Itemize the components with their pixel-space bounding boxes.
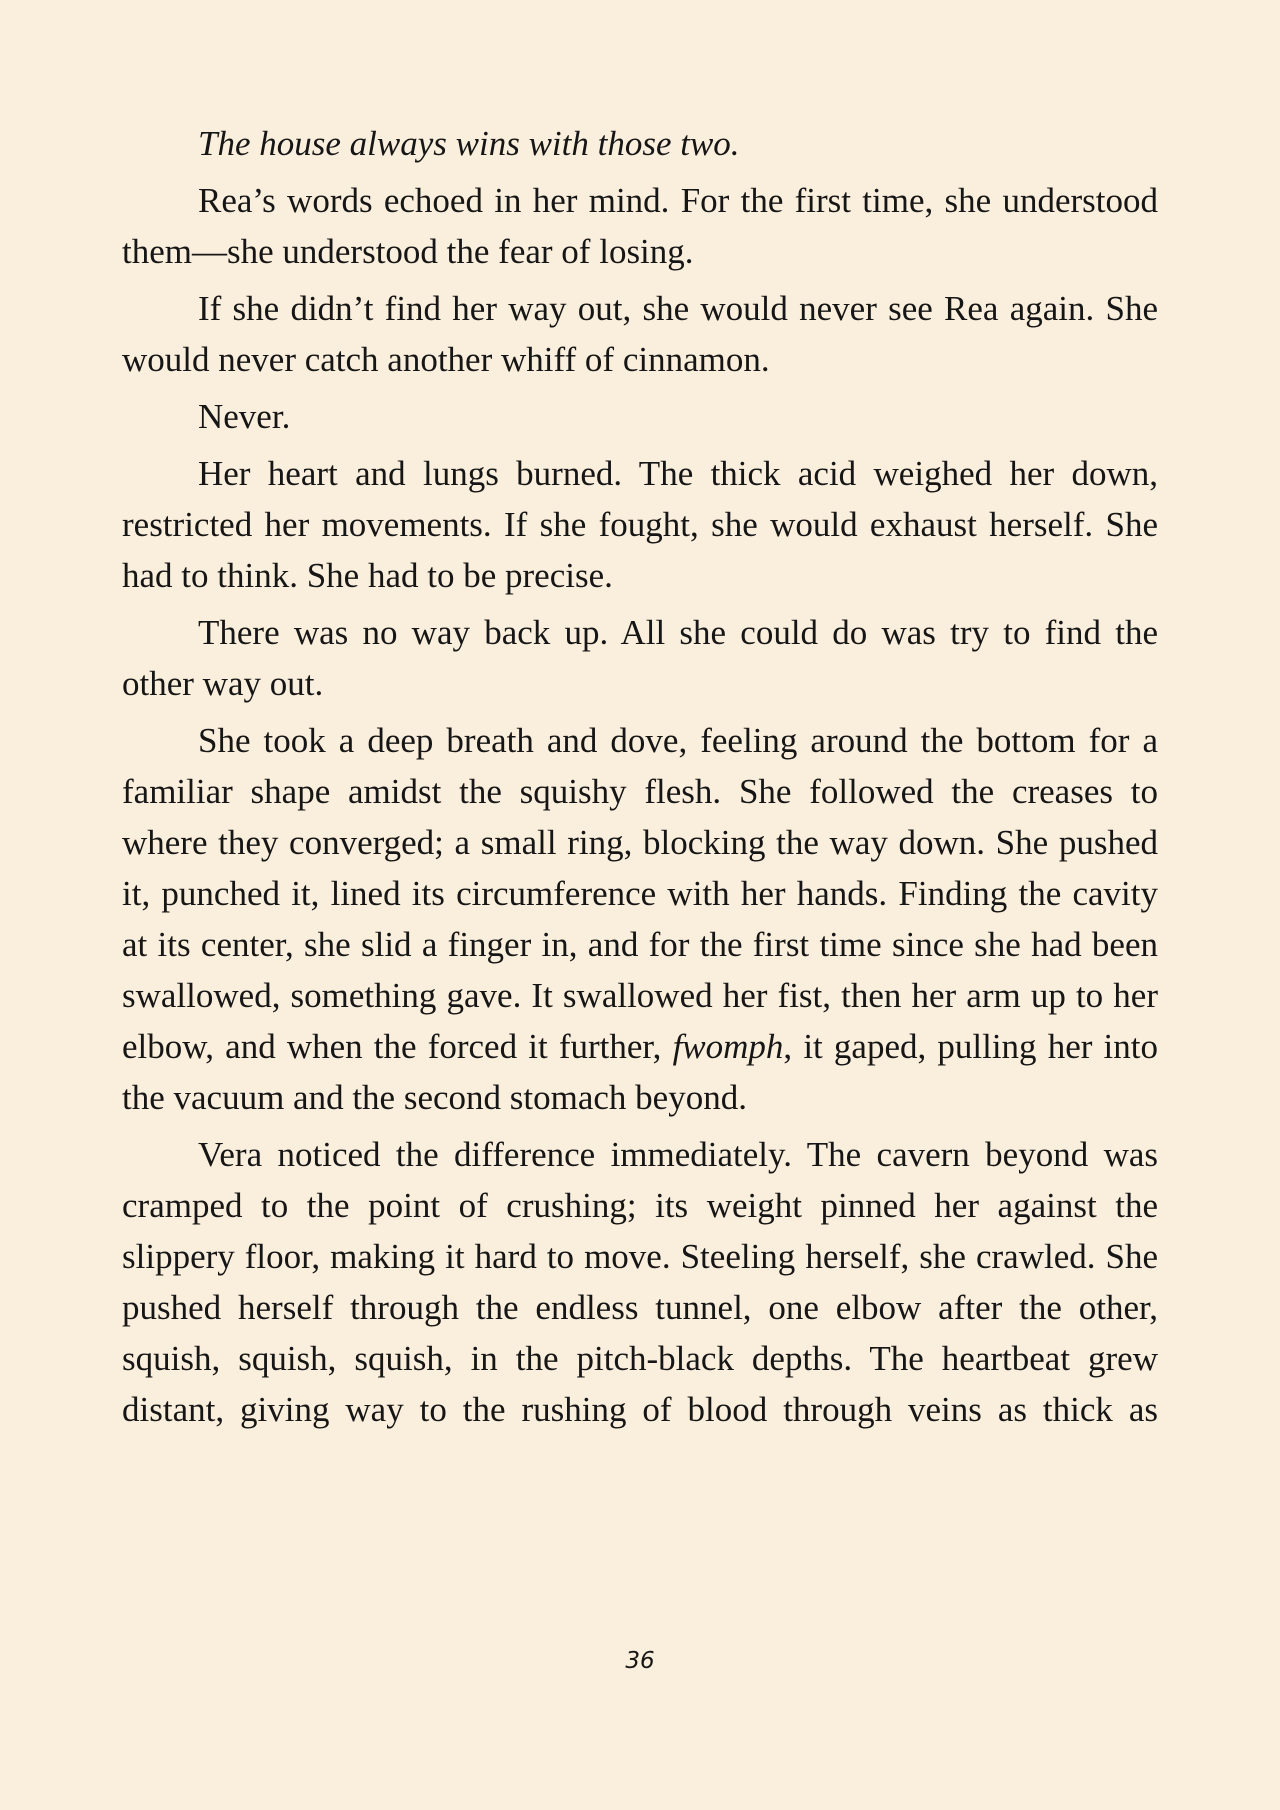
page-body: [122, 118, 1158, 1441]
paragraph: There was no way back up. All she could do was try to find the other way out.: [122, 613, 1158, 703]
paragraph-italic-thought: The house always wins with those two.: [198, 124, 740, 163]
emphasis-sound-word: fwomph: [672, 1027, 784, 1066]
paragraph-text-before: She took a deep breath and dove, feeling around the bottom for a familiar shape amidst the squishy flesh. She followed the creases to where they converged; a small ring, blocking the way down. She pushed it, punched it, lined its circumference with her hands. Finding the cavity at its center, she slid a finger in, and for the first time since she had been swallowed, something gave. It swallowed her fist, then her arm up to her elbow, and when the forced it further,: [122, 721, 1158, 1066]
paragraph-continued: Vera noticed the difference immediately. The cavern beyond was cramped to the point of crushing; its weight pinned her against the slippery floor, making it hard to move. Steeling herself, she crawled. She pushed herself through the endless tunnel, one elbow after the other, squish, squish, squish, in the pitch-black depths. The heartbeat grew distant, giving way to the rushing of blood through veins as thick as: [122, 1135, 1158, 1429]
paragraph: Her heart and lungs burned. The thick acid weighed her down, restricted her movements. If she fought, she would exhaust herself. She had to think. She had to be precise.: [122, 454, 1158, 595]
paragraph-text-after: , it gaped, pulling her into the vacuum and the second stomach beyond.: [122, 1027, 1158, 1117]
paragraph-with-emphasis: [122, 715, 1158, 1123]
page-number: 36: [625, 1648, 655, 1674]
paragraph: Rea’s words echoed in her mind. For the first time, she understood them—she understood the fear of losing.: [122, 181, 1158, 271]
paragraph: If she didn’t find her way out, she would never see Rea again. She would never catch another whiff of cinnamon.: [122, 289, 1158, 379]
paragraph: Never.: [198, 397, 291, 436]
